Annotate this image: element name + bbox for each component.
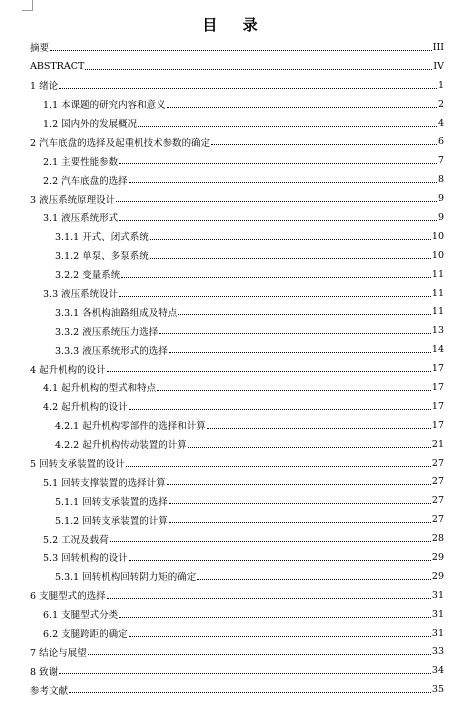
toc-entry[interactable]	[0, 340, 470, 359]
toc-entry[interactable]	[0, 170, 470, 189]
toc-entry-label: 2.2 汽车底盘的选择	[0, 173, 128, 187]
toc-entry[interactable]	[0, 491, 470, 510]
toc-entry-page: 27	[431, 495, 444, 507]
toc-entry-page: 6	[437, 136, 444, 148]
toc-dot-leader	[59, 88, 437, 89]
toc-dot-leader	[157, 390, 431, 391]
toc-entry[interactable]	[0, 567, 470, 586]
toc-entry[interactable]	[0, 284, 470, 303]
toc-entry[interactable]	[0, 624, 470, 643]
toc-title: 目 录	[202, 16, 268, 34]
toc-entry-page: 17	[431, 363, 444, 375]
toc-entry-label: 5.1.1 回转支承装置的选择	[0, 494, 168, 508]
toc-entry-label: 1.1 本课题的研究内容和意义	[0, 97, 166, 111]
toc-entry-page: 29	[431, 551, 444, 563]
toc-entry[interactable]	[0, 302, 470, 321]
toc-dot-leader	[119, 617, 431, 618]
toc-entry-page: 31	[431, 589, 444, 601]
toc-dot-leader	[50, 50, 432, 51]
toc-entry[interactable]	[0, 57, 470, 76]
toc-dot-leader	[129, 560, 431, 561]
toc-entry[interactable]	[0, 454, 470, 473]
toc-dot-leader	[59, 673, 431, 674]
toc-entry[interactable]	[0, 529, 470, 548]
toc-entry-label: 6 支腿型式的选择	[0, 588, 106, 602]
toc-dot-leader	[207, 428, 431, 429]
toc-dot-leader	[119, 296, 431, 297]
toc-dot-leader	[167, 107, 437, 108]
toc-entry[interactable]	[0, 265, 470, 284]
toc-dot-leader	[167, 484, 431, 485]
toc-entry[interactable]	[0, 680, 470, 699]
toc-entry-label: 5 回转支承装置的设计	[0, 456, 125, 470]
toc-entry[interactable]	[0, 359, 470, 378]
toc-entry[interactable]	[0, 189, 470, 208]
toc-dot-leader	[159, 333, 431, 334]
toc-dot-leader	[129, 409, 431, 410]
toc-entry-label: 2.1 主要性能参数	[0, 154, 118, 168]
toc-entry-page: 28	[431, 533, 444, 545]
toc-dot-leader	[150, 258, 431, 259]
toc-entry-label: 5.2 工况及载荷	[0, 532, 109, 546]
toc-dot-leader	[126, 466, 431, 467]
toc-dot-leader	[188, 447, 431, 448]
toc-dot-leader	[69, 692, 431, 693]
toc-dot-leader	[129, 182, 437, 183]
toc-dot-leader	[107, 598, 431, 599]
toc-entry-page: III	[432, 41, 444, 53]
toc-entry[interactable]	[0, 246, 470, 265]
toc-entry-label: 参考文献	[0, 683, 68, 697]
toc-dot-leader	[121, 277, 431, 278]
toc-entry-page: 13	[431, 325, 444, 337]
toc-entry-page: 7	[437, 155, 444, 167]
toc-entry[interactable]	[0, 38, 470, 57]
toc-entry-page: 9	[437, 193, 444, 205]
toc-entry[interactable]	[0, 208, 470, 227]
toc-entry[interactable]	[0, 132, 470, 151]
toc-entry-label: 1.2 国内外的发展概况	[0, 116, 137, 130]
toc-entry-label: ABSTRACT	[0, 61, 84, 72]
toc-entry-page: 17	[431, 381, 444, 393]
toc-entry-page: 29	[431, 570, 444, 582]
toc-entry-label: 5.1.2 回转支承装置的计算	[0, 513, 168, 527]
toc-entry[interactable]	[0, 227, 470, 246]
toc-entry-page: 11	[431, 268, 444, 280]
toc-entry[interactable]	[0, 378, 470, 397]
toc-dot-leader	[211, 144, 437, 145]
toc-entry-label: 1 绪论	[0, 78, 58, 92]
page-corner-mark	[22, 0, 33, 11]
toc-dot-leader	[197, 579, 431, 580]
toc-dot-leader	[88, 654, 431, 655]
table-of-contents	[0, 38, 470, 699]
toc-entry-label: 3.2.2 变量系统	[0, 267, 120, 281]
toc-entry-page: 17	[431, 419, 444, 431]
toc-entry-label: 3.1.1 开式、闭式系统	[0, 229, 149, 243]
toc-entry-page: 27	[431, 514, 444, 526]
toc-dot-leader	[138, 126, 437, 127]
toc-entry-page: 31	[431, 608, 444, 620]
toc-entry-page: 11	[431, 287, 444, 299]
toc-dot-leader	[129, 636, 431, 637]
toc-entry[interactable]	[0, 321, 470, 340]
toc-entry[interactable]	[0, 472, 470, 491]
toc-dot-leader	[169, 352, 431, 353]
toc-entry[interactable]	[0, 95, 470, 114]
toc-entry-label: 2 汽车底盘的选择及起重机技术参数的确定	[0, 135, 210, 149]
toc-entry-page: 8	[437, 174, 444, 186]
toc-entry-page: 14	[431, 344, 444, 356]
toc-entry[interactable]	[0, 548, 470, 567]
toc-entry-page: 4	[437, 117, 444, 129]
toc-entry[interactable]	[0, 397, 470, 416]
toc-entry-label: 5.3 回转机构的设计	[0, 550, 128, 564]
toc-entry-label: 4.2.1 起升机构零部件的选择和计算	[0, 418, 206, 432]
toc-entry[interactable]	[0, 661, 470, 680]
toc-entry-label: 4 起升机构的设计	[0, 362, 106, 376]
toc-entry-page: 1	[437, 79, 444, 91]
toc-entry-page: 21	[431, 438, 444, 450]
toc-entry-label: 3.3.2 液压系统压力选择	[0, 324, 158, 338]
toc-entry-label: 3 液压系统原理设计	[0, 192, 115, 206]
toc-entry[interactable]	[0, 643, 470, 662]
toc-entry-label: 5.1 回转支撑装置的选择计算	[0, 475, 166, 489]
toc-entry[interactable]	[0, 416, 470, 435]
toc-entry-page: 9	[437, 211, 444, 223]
toc-entry-label: 4.2.2 起升机构传动装置的计算	[0, 437, 187, 451]
toc-entry-label: 3.3 液压系统设计	[0, 286, 118, 300]
toc-entry-page: 17	[431, 400, 444, 412]
toc-entry-page: 35	[431, 684, 444, 696]
toc-dot-leader	[107, 371, 431, 372]
toc-entry-page: 11	[431, 306, 444, 318]
toc-entry-label: 摘要	[0, 40, 49, 54]
toc-entry[interactable]	[0, 435, 470, 454]
toc-entry[interactable]	[0, 114, 470, 133]
toc-entry-page: 34	[431, 665, 444, 677]
toc-entry-page: 10	[431, 249, 444, 261]
toc-entry[interactable]	[0, 151, 470, 170]
toc-dot-leader	[110, 541, 431, 542]
toc-entry-page: 2	[437, 98, 444, 110]
toc-dot-leader	[169, 522, 431, 523]
toc-entry-label: 8 致谢	[0, 664, 58, 678]
toc-entry-label: 3.3.3 液压系统形式的选择	[0, 343, 168, 357]
toc-entry-page: 31	[431, 627, 444, 639]
toc-entry-page: IV	[433, 60, 444, 72]
toc-dot-leader	[85, 69, 432, 70]
toc-entry-label: 3.1.2 单泵、多泵系统	[0, 248, 149, 262]
toc-entry[interactable]	[0, 605, 470, 624]
toc-entry[interactable]	[0, 76, 470, 95]
toc-entry-page: 10	[431, 230, 444, 242]
toc-dot-leader	[150, 239, 431, 240]
toc-entry-label: 6.1 支腿型式分类	[0, 607, 118, 621]
toc-entry-page: 33	[431, 646, 444, 658]
toc-entry-label: 3.3.1 各机构油路组成及特点	[0, 305, 177, 319]
toc-dot-leader	[119, 220, 437, 221]
toc-entry-label: 3.1 液压系统形式	[0, 210, 118, 224]
toc-dot-leader	[169, 503, 431, 504]
toc-entry-page: 27	[431, 457, 444, 469]
toc-dot-leader	[178, 314, 431, 315]
toc-entry-page: 27	[431, 476, 444, 488]
toc-entry-label: 4.1 起升机构的型式和特点	[0, 380, 156, 394]
toc-entry-label: 6.2 支腿跨距的确定	[0, 626, 128, 640]
toc-entry[interactable]	[0, 586, 470, 605]
toc-dot-leader	[119, 163, 437, 164]
toc-entry-label: 5.3.1 回转机构回转阴力矩的确定	[0, 569, 196, 583]
toc-entry[interactable]	[0, 510, 470, 529]
toc-entry-label: 4.2 起升机构的设计	[0, 399, 128, 413]
toc-entry-label: 7 结论与展望	[0, 645, 87, 659]
toc-dot-leader	[116, 201, 437, 202]
